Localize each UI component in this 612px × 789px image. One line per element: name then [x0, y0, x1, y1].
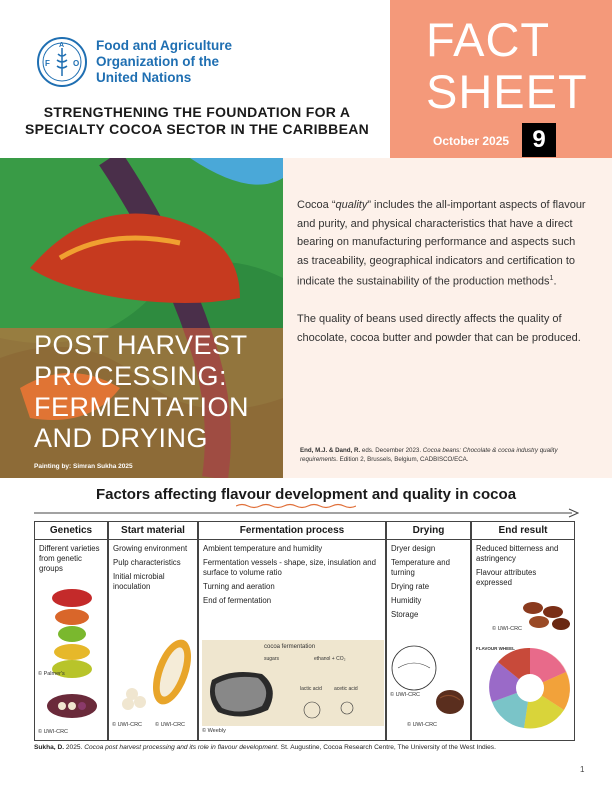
column-item: Pulp characteristics — [113, 558, 181, 567]
column-item: Drying rate — [391, 582, 430, 591]
citation-sukha: Sukha, D. 2025. Cocoa post harvest processing and its role in flavour development. St. Augustine, Cocoa Research Centre, The University of the West Indies. — [34, 744, 496, 751]
column-item: Reduced bitterness and astringency — [476, 544, 559, 563]
organization-name: Food and Agriculture Organization of the United Nations — [96, 38, 232, 85]
credit-uwi: © UWI-CRC — [155, 722, 186, 728]
svg-text:ethanol + CO₂: ethanol + CO₂ — [314, 656, 346, 662]
intro-paragraph-2: The quality of beans used directly affects the quality of chocolate, cocoa butter and powder that can be produced. — [297, 313, 581, 344]
column-end-result — [471, 521, 575, 741]
hero-title-line-3: FERMENTATION — [34, 392, 249, 422]
credit-uwi: © UWI-CRC — [492, 626, 523, 632]
fao-logo-icon — [36, 36, 88, 88]
column-item: Flavour attributes expressed — [476, 568, 537, 587]
column-item: Different varieties from genetic groups — [39, 544, 100, 573]
column-header: End result — [472, 522, 574, 540]
credit-uwi: © UWI-CRC — [407, 722, 438, 728]
headline — [22, 104, 372, 138]
fact-sheet-date: October 2025 — [433, 134, 510, 148]
flavour-section-title: Factors affecting flavour development and quality in cocoa — [95, 486, 517, 503]
svg-text:O: O — [73, 59, 80, 68]
flavour-wheel-icon — [474, 640, 574, 732]
hero-title — [34, 330, 279, 454]
column-item: Dryer design — [391, 544, 436, 553]
column-item: Turning and aeration — [203, 582, 275, 591]
credit-weebly: © Weebly — [202, 728, 226, 734]
column-header: Drying — [387, 522, 470, 540]
svg-text:sugars: sugars — [264, 656, 280, 662]
column-item: Initial microbial inoculation — [113, 572, 165, 591]
svg-text:F: F — [45, 59, 50, 68]
column-fermentation — [198, 521, 386, 741]
process-arrow — [34, 508, 579, 518]
painting-credit: Painting by: Simran Sukha 2025 — [34, 463, 133, 470]
credit-uwi: © UWI-CRC — [112, 722, 143, 728]
credit-uwi: © UWI-CRC — [390, 692, 421, 698]
svg-text:FLAVOUR WHEEL: FLAVOUR WHEEL — [476, 646, 515, 651]
column-item: Ambient temperature and humidity — [203, 544, 323, 553]
cocoa-pulp-illustration — [110, 632, 198, 722]
column-item: End of fermentation — [203, 596, 272, 605]
column-item: Storage — [391, 610, 419, 619]
svg-text:A: A — [59, 42, 65, 49]
drying-illustration — [388, 640, 471, 720]
fact-sheet-title — [426, 14, 588, 118]
fact-sheet-banner — [390, 0, 612, 158]
headline-line-1: STRENGTHENING THE FOUNDATION FOR A — [43, 104, 351, 120]
svg-text:acetic acid: acetic acid — [334, 686, 358, 692]
column-item: Temperature and turning — [391, 558, 450, 577]
hero-title-line-2: PROCESSING: — [34, 361, 228, 391]
fact-sheet-number: 9 — [522, 123, 556, 157]
column-item: Humidity — [391, 596, 422, 605]
column-genetics — [34, 521, 108, 741]
intro-text — [297, 196, 587, 366]
column-header: Fermentation process — [199, 522, 385, 540]
hero-title-line-1: POST HARVEST — [34, 330, 248, 360]
hero-title-line-4: AND DRYING — [34, 423, 209, 453]
column-item: Growing environment — [113, 544, 188, 553]
diagram-title: cocoa fermentation — [264, 644, 316, 650]
page-number: 1 — [580, 765, 585, 774]
credit-uwi: © UWI-CRC — [38, 729, 69, 735]
intro-paragraph-1: Cocoa “quality” includes the all-important aspects of flavour and purity, and physical characteristics that have a direct bearing on manufacturing performance and aspects such as traceability, geographical indicators and certification to indicate the sustainability of the production methods$^1$. — [297, 199, 586, 288]
column-drying — [386, 521, 471, 741]
cocoa-pods-illustration — [36, 584, 108, 724]
cocoa-beans-illustration — [473, 598, 575, 632]
citation-end-dand: End, M.J. & Dand, R. eds. December 2023. Cocoa beans: Chocolate & cocoa industry quality requirements. Edition 2, Brussels, Belgium, CADBISCO/ECA. — [300, 447, 558, 463]
fact-word: FACT — [426, 13, 551, 66]
fermentation-diagram — [202, 640, 384, 726]
column-start-material — [108, 521, 198, 741]
column-header: Start material — [109, 522, 197, 540]
headline-line-2: SPECIALTY COCOA SECTOR IN THE CARIBBEAN — [24, 121, 370, 137]
svg-text:lactic acid: lactic acid — [300, 686, 322, 692]
column-item: Fermentation vessels - shape, size, insulation and surface to volume ratio — [203, 558, 376, 577]
sheet-word: SHEET — [426, 65, 588, 118]
credit-palmers: © Palmer's — [38, 671, 65, 677]
column-header: Genetics — [35, 522, 107, 540]
flavour-stages-table — [34, 521, 575, 741]
